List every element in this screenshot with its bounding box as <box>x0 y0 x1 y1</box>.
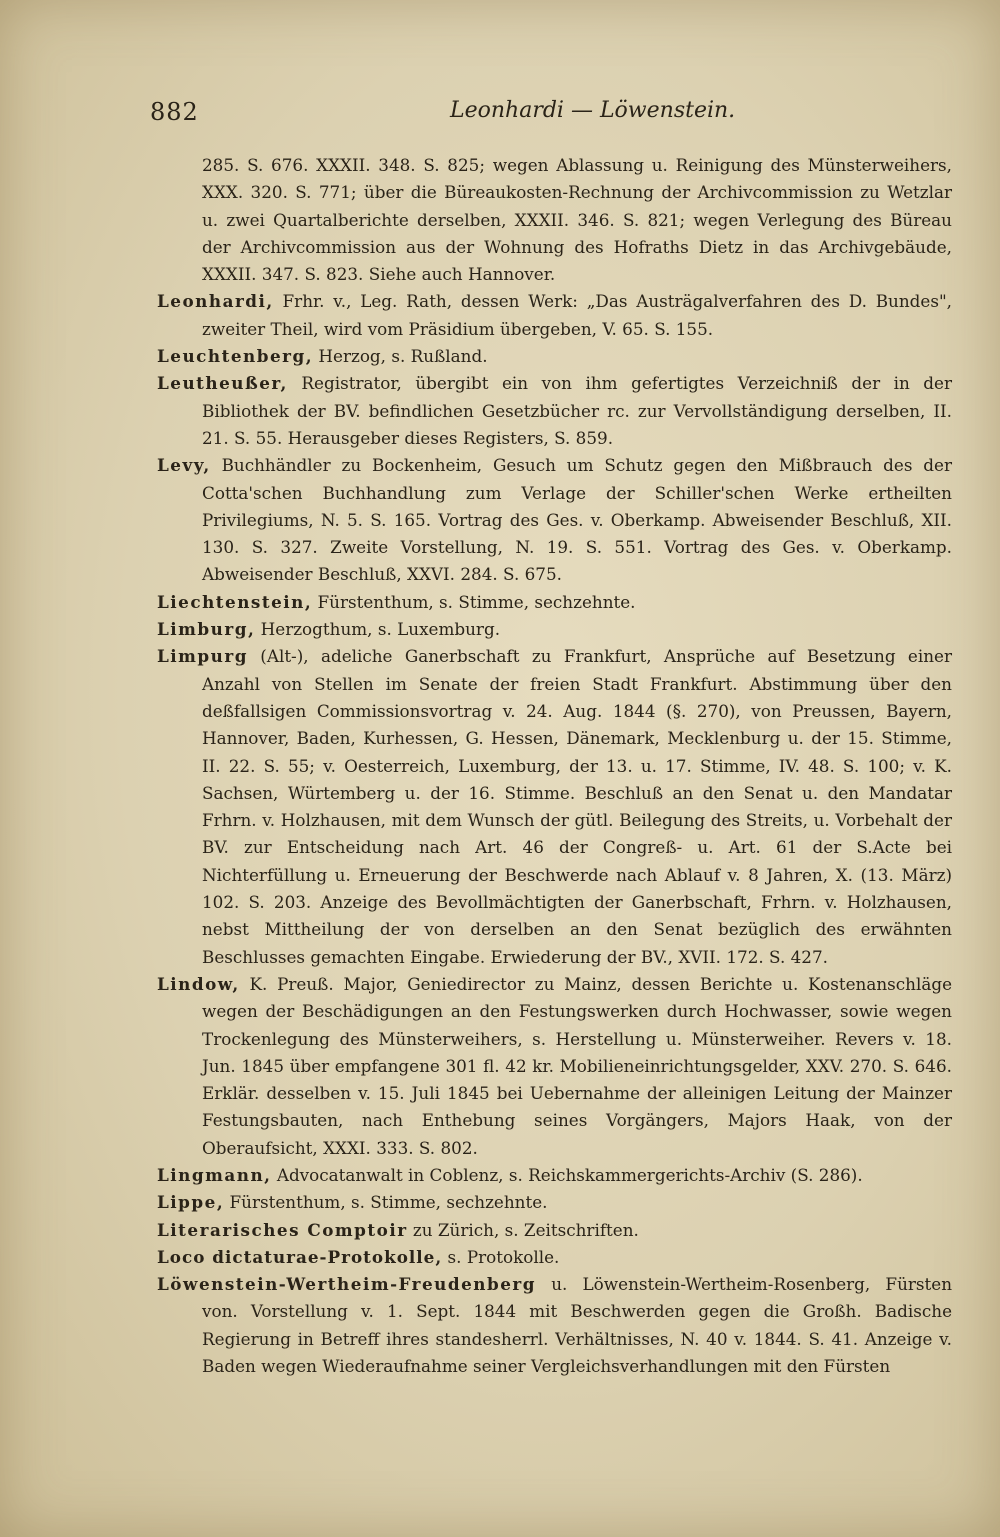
index-entry <box>157 589 952 616</box>
entry-term: Loco dictaturae-Protokolle, <box>157 1246 443 1267</box>
index-entry <box>157 971 952 1162</box>
entry-text: Registrator, übergibt ein von ihm gefertigtes Verzeichniß der in der Bibliothek der BV. befindlichen Gesetzbücher rc. zur Vervollständigung derselben, II. 21. S. 55. Herausgeber dieses Registers, S. 859. <box>202 373 952 448</box>
entry-text: Herzogthum, s. Luxemburg. <box>255 619 501 640</box>
entry-term: Levy, <box>157 455 211 476</box>
index-entry <box>157 1217 952 1244</box>
entry-text: K. Preuß. Major, Geniedirector zu Mainz, dessen Berichte u. Kostenanschläge wegen der Beschädigungen an den Festungswerken durch Hochwasser, sowie wegen Trockenlegung des Münsterweihers, s. Herstellung u. Münsterweiher. Revers v. 18. Jun. 1845 über empfangene 301 fl. 42 kr. Mobilieneinrichtungsgelder, XXV. 270. S. 646. Erklär. desselben v. 15. Juli 1845 bei Uebernahme der alleinigen Leitung der Mainzer Festungsbauten, nach Enthebung seines Vorgängers, Majors Haak, von der Oberaufsicht, XXXI. 333. S. 802. <box>202 973 952 1158</box>
entry-text: zu Zürich, s. Zeitschriften. <box>407 1219 639 1240</box>
index-entry <box>157 1244 952 1271</box>
entry-term: Literarisches Comptoir <box>157 1219 408 1240</box>
entry-term: Limburg, <box>157 619 256 640</box>
index-entry <box>157 370 952 452</box>
index-entry <box>157 452 952 588</box>
index-entry <box>157 343 952 370</box>
index-entry <box>157 616 952 643</box>
entry-text: Fürstenthum, s. Stimme, sechzehnte. <box>312 591 636 612</box>
running-head: Leonhardi — Löwenstein. <box>450 98 736 123</box>
entry-text: (Alt-), adeliche Ganerbschaft zu Frankfurt, Ansprüche auf Besetzung einer Anzahl von Stellen im Senate der freien Stadt Frankfurt. Abstimmung über den deßfallsigen Commissionsvortrag v. 24. Aug. 1844 (§. 270), von Preussen, Bayern, Hannover, Baden, Kurhessen, G. Hessen, Dänemark, Mecklenburg u. der 15. Stimme, II. 22. S. 55; v. Oesterreich, Luxemburg, der 13. u. 17. Stimme, IV. 48. S. 100; v. K. Sachsen, Würtemberg u. der 16. Stimme. Beschluß an den Senat u. den Mandatar Frhrn. v. Holzhausen, mit dem Wunsch der gütl. Beilegung des Streits, u. Vorbehalt der BV. zur Entscheidung nach Art. 46 der Congreß- u. Art. 61 der S.Acte bei Nichterfüllung u. Erneuerung der Beschwerde nach Ablauf v. 8 Jahren, X. (13. März) 102. S. 203. Anzeige des Bevollmächtigten der Ganerbschaft, Frhrn. v. Holzhausen, nebst Mittheilung der von derselben an den Senat bezüglich des erwähnten Beschlusses gemachten Eingabe. Erwiederung der BV., XVII. 172. S. 427. <box>202 646 952 967</box>
entry-text: 285. S. 676. XXXII. 348. S. 825; wegen Ablassung u. Reinigung des Münsterweihers, XXX. 320. S. 771; über die Büreaukosten-Rechnung der Archivcommission zu Wetzlar u. zwei Quartalberichte derselben, XXXII. 346. S. 821; wegen Verlegung des Büreau der Archivcommission aus der Wohnung des Hofraths Dietz in das Archivgebäude, XXXII. 347. S. 823. Siehe auch Hannover. <box>202 155 952 285</box>
entry-term: Limpurg <box>157 646 248 667</box>
entry-text: Herzog, s. Rußland. <box>313 346 488 367</box>
index-entry <box>157 288 952 343</box>
entry-text: Advocatanwalt in Coblenz, s. Reichskammergerichts-Archiv (S. 286). <box>271 1164 863 1185</box>
entry-term: Leuchtenberg, <box>157 346 314 367</box>
index-entry <box>157 1271 952 1380</box>
index-entry <box>157 1162 952 1189</box>
page-header <box>150 98 970 138</box>
index-entries <box>157 152 952 1380</box>
index-entry <box>157 1189 952 1216</box>
entry-term: Leutheußer, <box>157 373 288 394</box>
index-entry <box>157 152 952 288</box>
entry-term: Lippe, <box>157 1192 225 1213</box>
entry-text: u. Löwenstein-Wertheim-Rosenberg, Fürsten von. Vorstellung v. 1. Sept. 1844 mit Beschwerden gegen die Großh. Badische Regierung in Betreff ihres standesherrl. Verhältnisses, N. 40 v. 1844. S. 41. Anzeige v. Baden wegen Wiederaufnahme seiner Vergleichsverhandlungen mit den Fürsten <box>202 1274 952 1377</box>
entry-text: Buchhändler zu Bockenheim, Gesuch um Schutz gegen den Mißbrauch des der Cotta'schen Buchhandlung zum Verlage der Schiller'schen Werke ertheilten Privilegiums, N. 5. S. 165. Vortrag des Ges. v. Oberkamp. Abweisender Beschluß, XII. 130. S. 327. Zweite Vorstellung, N. 19. S. 551. Vortrag des Ges. v. Oberkamp. Abweisender Beschluß, XXVI. 284. S. 675. <box>202 455 952 585</box>
entry-text: Fürstenthum, s. Stimme, sechzehnte. <box>224 1192 548 1213</box>
entry-term: Löwenstein-Wertheim-Freudenberg <box>157 1274 536 1295</box>
index-entry <box>157 643 952 971</box>
entry-text: Frhr. v., Leg. Rath, dessen Werk: „Das Austrägalverfahren des D. Bundes", zweiter Theil, wird vom Präsidium übergeben, V. 65. S. 155. <box>202 291 952 339</box>
entry-term: Lindow, <box>157 973 240 994</box>
entry-term: Liechtenstein, <box>157 591 313 612</box>
entry-text: s. Protokolle. <box>442 1246 560 1267</box>
entry-term: Lingmann, <box>157 1164 272 1185</box>
page-number: 882 <box>150 98 199 126</box>
entry-term: Leonhardi, <box>157 291 274 312</box>
